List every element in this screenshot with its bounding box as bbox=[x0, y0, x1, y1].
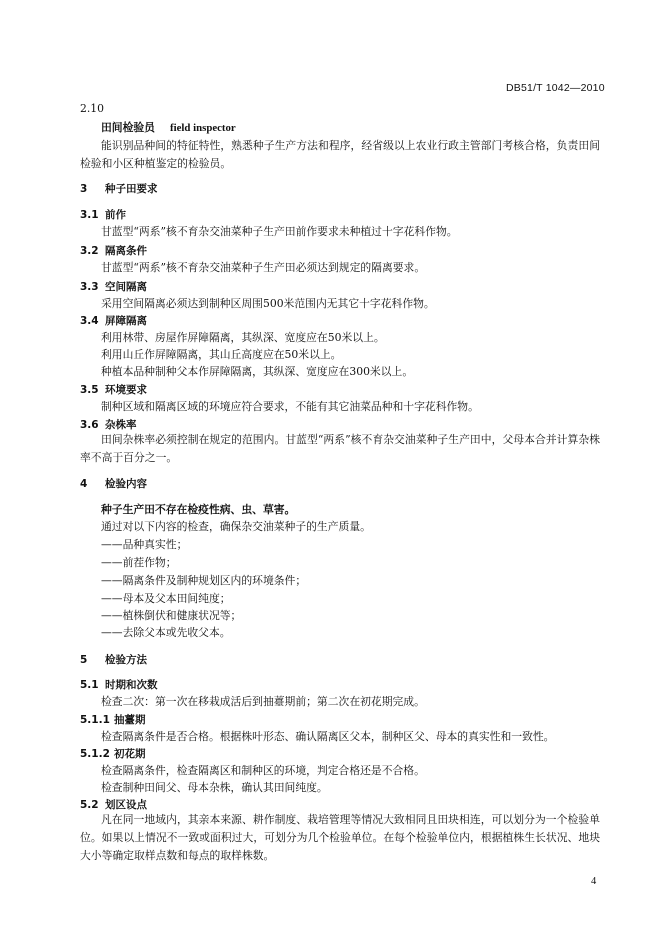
clause-5-1-heading bbox=[80, 677, 158, 692]
clause-title: 隔离条件 bbox=[105, 245, 147, 257]
clause-number: 3.6 bbox=[80, 419, 99, 431]
section-title: 检验方法 bbox=[105, 654, 147, 666]
clause-number: 5.1 bbox=[80, 679, 99, 691]
clause-number: 3.1 bbox=[80, 209, 99, 221]
clause-3-6-heading bbox=[80, 417, 137, 432]
list-item: ——品种真实性； bbox=[101, 538, 188, 551]
section-3-heading bbox=[80, 181, 158, 196]
clause-3-5-heading bbox=[80, 382, 147, 397]
clause-5-2-text: 凡在同一地域内，其亲本来源、耕作制度、栽培管理等情况大致相同且田块相连，可以划分为一个检验单位。如果以上情况不一致或面积过大，可划分为几个检验单位。在每个检验单位内，根据植株生长状况、地块大小等确定取样点数和每点的取样株数。 bbox=[80, 813, 600, 862]
section-4-intro: 通过对以下内容的检查，确保杂交油菜种子的生产质量。 bbox=[101, 520, 371, 533]
clause-3-2-text: 甘蓝型“两系”核不育杂交油菜种子生产田必须达到规定的隔离要求。 bbox=[101, 261, 426, 274]
clause-title: 时期和次数 bbox=[105, 679, 158, 691]
clause-title: 空间隔离 bbox=[105, 281, 147, 293]
section-4-lead: 种子生产田不存在检疫性病、虫、草害。 bbox=[101, 503, 296, 516]
list-item: ——隔离条件及制种规划区内的环境条件； bbox=[101, 574, 307, 587]
clause-3-2-heading bbox=[80, 243, 147, 258]
term-title bbox=[101, 120, 236, 136]
clause-title: 环境要求 bbox=[105, 384, 147, 396]
clause-5-1-text: 检查二次：第一次在移栽成活后到抽薹期前；第二次在初花期完成。 bbox=[101, 695, 425, 708]
clause-3-5-text: 制种区域和隔离区域的环境应符合要求，不能有其它油菜品种和十字花科作物。 bbox=[101, 400, 479, 413]
clause-number: 3.5 bbox=[80, 384, 99, 396]
clause-3-4-heading bbox=[80, 313, 147, 328]
clause-3-1-text: 甘蓝型“两系”核不育杂交油菜种子生产田前作要求未种植过十字花科作物。 bbox=[101, 225, 458, 238]
clause-5-1-1-heading bbox=[80, 712, 146, 727]
term-title-en: field inspector bbox=[170, 122, 236, 134]
clause-number: 3.4 bbox=[80, 315, 99, 327]
page-number: 4 bbox=[591, 876, 597, 887]
list-item: ——母本及父本田间纯度； bbox=[101, 592, 231, 605]
clause-3-4-line-3: 种植本品种制种父本作屏障隔离，其纵深、宽度应在300米以上。 bbox=[101, 365, 414, 378]
list-item: ——去除父本或先收父本。 bbox=[101, 626, 231, 639]
clause-3-6-text: 田间杂株率必须控制在规定的范围内。甘蓝型“两系”核不育杂交油菜种子生产田中，父母本合并计算杂株率不高于百分之一。 bbox=[80, 433, 600, 464]
term-definition: 能识别品种间的特征特性，熟悉种子生产方法和程序，经省级以上农业行政主管部门考核合格，负责田间检验和小区种植鉴定的检验员。 bbox=[80, 139, 600, 170]
clause-number: 5.1.2 bbox=[80, 748, 110, 760]
section-title: 检验内容 bbox=[105, 478, 147, 490]
clause-title: 前作 bbox=[105, 209, 126, 221]
section-number: 5 bbox=[80, 654, 88, 666]
clause-title: 屏障隔离 bbox=[105, 315, 147, 327]
document-code: DB51/T 1042—2010 bbox=[506, 82, 605, 94]
clause-3-3-heading bbox=[80, 279, 147, 294]
clause-number: 3.3 bbox=[80, 281, 99, 293]
clause-5-1-1-text: 检查隔离条件是否合格。根据株叶形态、确认隔离区父本，制种区父、母本的真实性和一致性。 bbox=[101, 730, 555, 743]
clause-3-4-line-2: 利用山丘作屏障隔离，其山丘高度应在50米以上。 bbox=[101, 348, 342, 361]
term-title-cn: 田间检验员 bbox=[101, 121, 155, 134]
term-number: 2.10 bbox=[80, 102, 105, 115]
section-4-heading bbox=[80, 476, 147, 491]
clause-3-1-heading bbox=[80, 207, 126, 222]
clause-5-2-heading bbox=[80, 797, 147, 812]
clause-title: 划区设点 bbox=[105, 799, 147, 811]
section-title: 种子田要求 bbox=[105, 183, 158, 195]
clause-5-1-2-heading bbox=[80, 746, 146, 761]
clause-title: 杂株率 bbox=[105, 419, 137, 431]
section-number: 3 bbox=[80, 183, 88, 195]
section-number: 4 bbox=[80, 478, 88, 490]
clause-title: 初花期 bbox=[114, 748, 146, 760]
section-5-heading bbox=[80, 652, 147, 667]
clause-5-1-2-line-2: 检查制种田间父、母本杂株，确认其田间纯度。 bbox=[101, 781, 328, 794]
list-item: ——植株倒伏和健康状况等； bbox=[101, 609, 242, 622]
clause-5-1-2-line-1: 检查隔离条件，检查隔离区和制种区的环境，判定合格还是不合格。 bbox=[101, 764, 425, 777]
clause-number: 3.2 bbox=[80, 245, 99, 257]
clause-3-4-line-1: 利用林带、房屋作屏障隔离，其纵深、宽度应在50米以上。 bbox=[101, 331, 385, 344]
clause-number: 5.2 bbox=[80, 799, 99, 811]
clause-title: 抽薹期 bbox=[114, 714, 146, 726]
clause-number: 5.1.1 bbox=[80, 714, 110, 726]
list-item: ——前茬作物； bbox=[101, 556, 177, 569]
clause-3-3-text: 采用空间隔离必须达到制种区周围500米范围内无其它十字花科作物。 bbox=[101, 297, 435, 310]
